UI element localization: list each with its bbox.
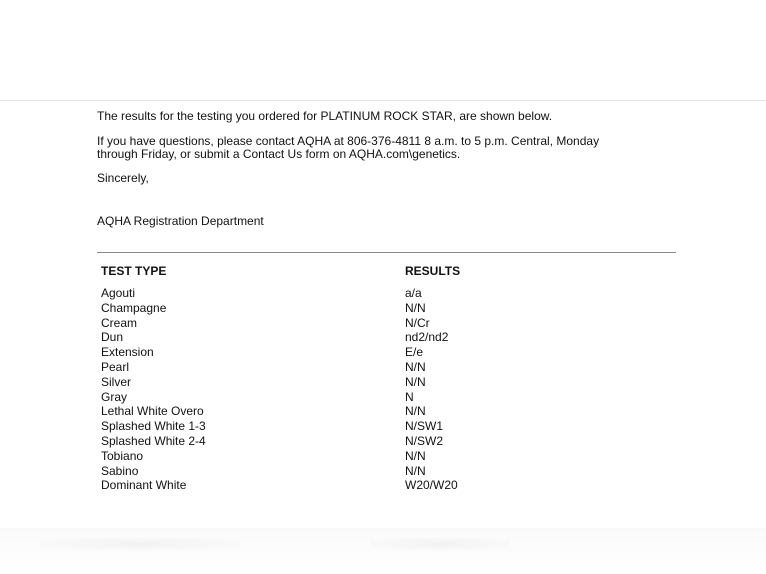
signature-text: AQHA Registration Department [97,214,264,228]
intro-text: The results for the testing you ordered for PLATINUM ROCK STAR, are shown below. [97,109,553,123]
results-column [405,286,458,493]
result-cell: N/N [405,374,426,389]
top-margin [0,0,766,100]
test-type-cell: Sabino [101,463,139,478]
test-type-cell: Champagne [101,300,167,315]
test-type-cell: Agouti [101,286,136,300]
result-cell: N/N [405,404,426,419]
test-type-cell: Splashed White 2-4 [101,433,206,448]
result-cell: N/N [405,448,426,463]
test-type-column [101,286,206,493]
test-type-cell: Tobiano [101,448,144,463]
result-cell: N/Cr [405,315,430,330]
result-cell: W20/W20 [405,478,458,493]
contact-text-line-2: through Friday, or submit a Contact Us form on AQHA.com\genetics. [97,147,461,161]
test-type-cell: Silver [101,374,132,389]
header-results: RESULTS [405,264,461,278]
test-type-cell: Extension [101,345,154,360]
divider-line [97,252,676,253]
header-test-type: TEST TYPE [101,264,167,278]
result-cell: N [405,389,414,404]
result-cell: E/e [405,345,424,360]
test-type-cell: Gray [101,389,128,404]
result-cell: N/SW2 [405,433,444,448]
page-shadow [40,538,240,550]
test-type-cell: Dun [101,330,124,345]
test-type-cell: Splashed White 1-3 [101,419,206,434]
bottom-margin [0,528,766,574]
test-type-cell: Lethal White Overo [101,404,204,419]
result-cell: N/N [405,300,426,315]
result-cell: nd2/nd2 [405,330,449,345]
closing-text: Sincerely, [97,171,149,185]
document-page [0,100,766,530]
contact-text-line-1: If you have questions, please contact AQHA at 806-376-4811 8 a.m. to 5 p.m. Central, Monday [97,134,600,148]
test-type-cell: Dominant White [101,478,187,493]
result-cell: N/SW1 [405,419,444,434]
page-shadow [370,538,510,550]
result-cell: a/a [405,286,422,300]
test-type-cell: Cream [101,315,138,330]
result-cell: N/N [405,359,426,374]
test-type-cell: Pearl [101,359,130,374]
result-cell: N/N [405,463,426,478]
